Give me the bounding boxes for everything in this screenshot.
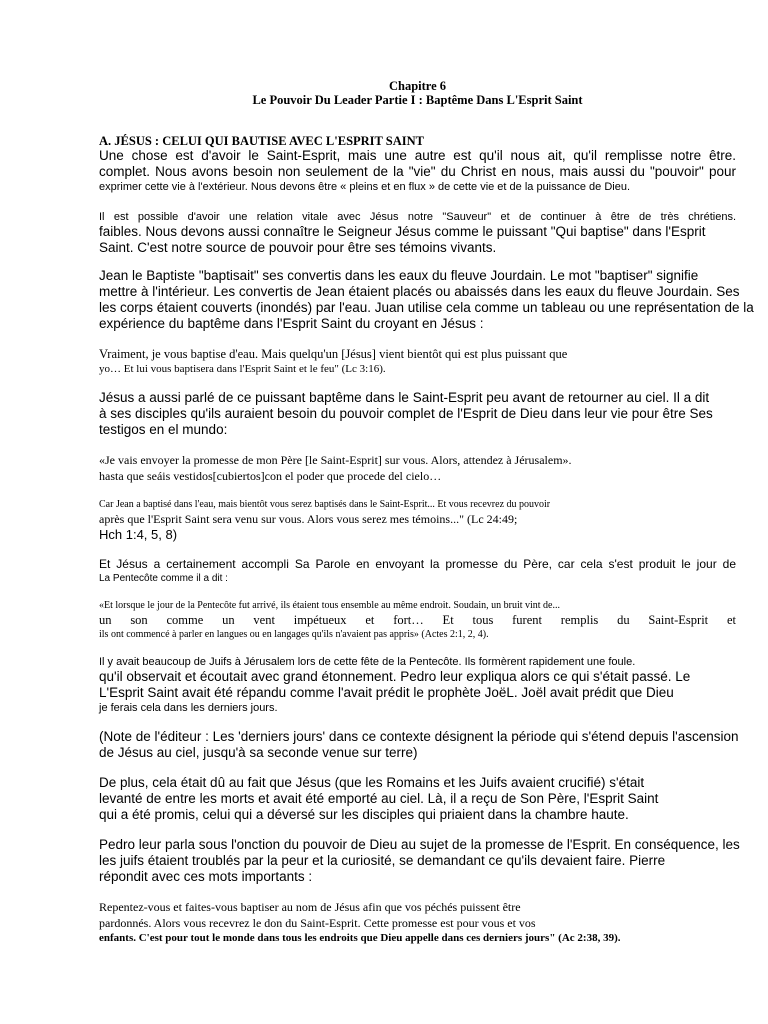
quote-luke-24-49 bbox=[99, 498, 736, 543]
paragraph-line: La Pentecôte comme il a dit : bbox=[99, 573, 228, 584]
quote-line: enfants. C'est pour tout le monde dans tous les endroits que Dieu appelle dans ces derniers jours" (Ac 2:38, 39). bbox=[99, 932, 621, 944]
paragraph-line: Une chose est d'avoir le Saint-Esprit, mais une autre est qu'il nous ait, qu'il remplisse notre être. bbox=[99, 148, 736, 163]
paragraph-1 bbox=[99, 148, 736, 194]
paragraph-line: Et Jésus a certainement accompli Sa Parole en envoyant la promesse du Père, car cela s'est produit le jour de bbox=[99, 557, 736, 571]
paragraph-line: complet. Nous avons besoin non seulement de la "vie" du Christ en nous, mais aussi du "pouvoir" pour bbox=[99, 164, 736, 179]
quote-acts-2 bbox=[99, 599, 736, 641]
paragraph-line: Il y avait beaucoup de Juifs à Jérusalem lors de cette fête de la Pentecôte. Ils formèrent rapidement une foule. bbox=[99, 656, 636, 668]
quote-line: après que l'Esprit Saint sera venu sur vous. Alors vous serez mes témoins..." (Lc 24:49; bbox=[99, 512, 518, 526]
chapter-number: Chapitre 6 bbox=[388, 79, 447, 93]
editor-note bbox=[99, 729, 739, 761]
paragraph-10 bbox=[99, 655, 736, 715]
paragraph-line: Jean le Baptiste "baptisait" ses convertis dans les eaux du fleuve Jourdain. Le mot "baptiser" signifie bbox=[99, 268, 699, 283]
paragraph-line: exprimer cette vie à l'extérieur. Nous devons être « pleins et en flux » de cette vie et de la puissance de Dieu. bbox=[99, 181, 631, 193]
section-title: A. JÉSUS : CELUI QUI BAUTISE AVEC L'ESPRIT SAINT bbox=[99, 134, 424, 148]
quote-line: pardonnés. Alors vous recevrez le don du Saint-Esprit. Cette promesse est pour vous et vos bbox=[99, 916, 536, 930]
paragraph-line: qui a été promis, celui qui a déversé sur les disciples qui priaient dans la chambre haute. bbox=[99, 807, 629, 822]
paragraph-12 bbox=[99, 775, 736, 823]
quote-line: «Et lorsque le jour de la Pentecôte fut arrivé, ils étaient tous ensemble au même endroit. Soudain, un bruit vint de... bbox=[99, 600, 560, 611]
quote-line: Car Jean a baptisé dans l'eau, mais bientôt vous serez baptisés dans le Saint-Esprit... Et vous recevrez du pouvoir bbox=[99, 499, 551, 510]
quote-line: yo… Et lui vous baptisera dans l'Esprit Saint et le feu" (Lc 3:16). bbox=[99, 363, 386, 375]
paragraph-line: je ferais cela dans les derniers jours. bbox=[99, 702, 278, 714]
paragraph-3 bbox=[99, 268, 754, 332]
paragraph-line: à ses disciples qu'ils auraient besoin du pouvoir complet de l'Esprit de Dieu dans leur vie pour être Ses bbox=[99, 406, 713, 421]
paragraph-line: Il est possible d'avoir une relation vitale avec Jésus notre "Sauveur" et de continuer à être de très chrétiens. bbox=[99, 211, 736, 223]
quote-line: hasta que seáis vestidos[cubiertos]con el poder que procede del cielo… bbox=[99, 469, 442, 483]
paragraph-line: De plus, cela était dû au fait que Jésus (que les Romains et les Juifs avaient crucifié) s'était bbox=[99, 775, 645, 790]
paragraph-line: Saint. C'est notre source de pouvoir pour être ses témoins vivants. bbox=[99, 240, 497, 255]
quote-acts-2-38 bbox=[99, 899, 736, 945]
paragraph-line: les juifs étaient troublés par la peur et la curiosité, se demandant ce qu'ils devaient faire. Pierre bbox=[99, 853, 666, 868]
quote-line: «Je vais envoyer la promesse de mon Père [le Saint-Esprit] sur vous. Alors, attendez à Jérusalem». bbox=[99, 453, 572, 467]
paragraph-line: de Jésus au ciel, jusqu'à sa seconde venue sur terre) bbox=[99, 745, 418, 760]
paragraph-line: faibles. Nous devons aussi connaître le Seigneur Jésus comme le puissant "Qui baptise" dans l'Esprit bbox=[99, 224, 706, 239]
chapter-title: Le Pouvoir Du Leader Partie I : Baptême Dans L'Esprit Saint bbox=[252, 93, 583, 107]
paragraph-8 bbox=[99, 557, 736, 585]
quote-line: Repentez-vous et faites-vous baptiser au nom de Jésus afin que vos péchés puissent être bbox=[99, 900, 521, 914]
paragraph-line: levanté de entre les morts et avait été emporté au ciel. Là, il a reçu de Son Père, l'Esprit Saint bbox=[99, 791, 659, 806]
paragraph-13 bbox=[99, 837, 740, 885]
paragraph-line: qu'il observait et écoutait avec grand étonnement. Pedro leur expliqua alors ce qui s'était passé. Le bbox=[99, 669, 691, 684]
paragraph-line: testigos en el mundo: bbox=[99, 422, 228, 437]
quote-line: un son comme un vent impétueux et fort… Et tous furent remplis du Saint-Esprit et bbox=[99, 613, 736, 627]
paragraph-line: répondit avec ces mots importants : bbox=[99, 869, 313, 884]
paragraph-line: les corps étaient couverts (inondés) par l'eau. Juan utilise cela comme un tableau ou une représentation de la bbox=[99, 300, 754, 315]
paragraph-line: (Note de l'éditeur : Les 'derniers jours' dans ce contexte désignent la période qui s'étend depuis l'ascension bbox=[99, 729, 739, 744]
paragraph-line: Pedro leur parla sous l'onction du pouvoir de Dieu au sujet de la promesse de l'Esprit. En conséquence, les bbox=[99, 837, 740, 852]
paragraph-line: L'Esprit Saint avait été répandu comme l'avait prédit le prophète JoëL. Joël avait prédit que Dieu bbox=[99, 685, 674, 700]
paragraph-line: expérience du baptême dans l'Esprit Saint du croyant en Jésus : bbox=[99, 316, 484, 331]
quote-luke-3-16 bbox=[99, 346, 736, 376]
paragraph-line: mettre à l'intérieur. Les convertis de Jean étaient placés ou abaissés dans les eaux du fleuve Jourdain. Ses bbox=[99, 284, 740, 299]
paragraph-line: Jésus a aussi parlé de ce puissant baptême dans le Saint-Esprit peu avant de retourner au ciel. Il a dit bbox=[99, 390, 710, 405]
quote-line: Hch 1:4, 5, 8) bbox=[99, 527, 178, 542]
quote-promise bbox=[99, 452, 736, 484]
paragraph-5 bbox=[99, 390, 736, 438]
paragraph-2 bbox=[99, 210, 736, 256]
quote-line: Vraiment, je vous baptise d'eau. Mais quelqu'un [Jésus] vient bientôt qui est plus puissant que bbox=[99, 347, 568, 361]
quote-line: ils ont commencé à parler en langues ou en langages qu'ils n'avaient pas appris» (Actes 2:1, 2, 4). bbox=[99, 629, 489, 640]
